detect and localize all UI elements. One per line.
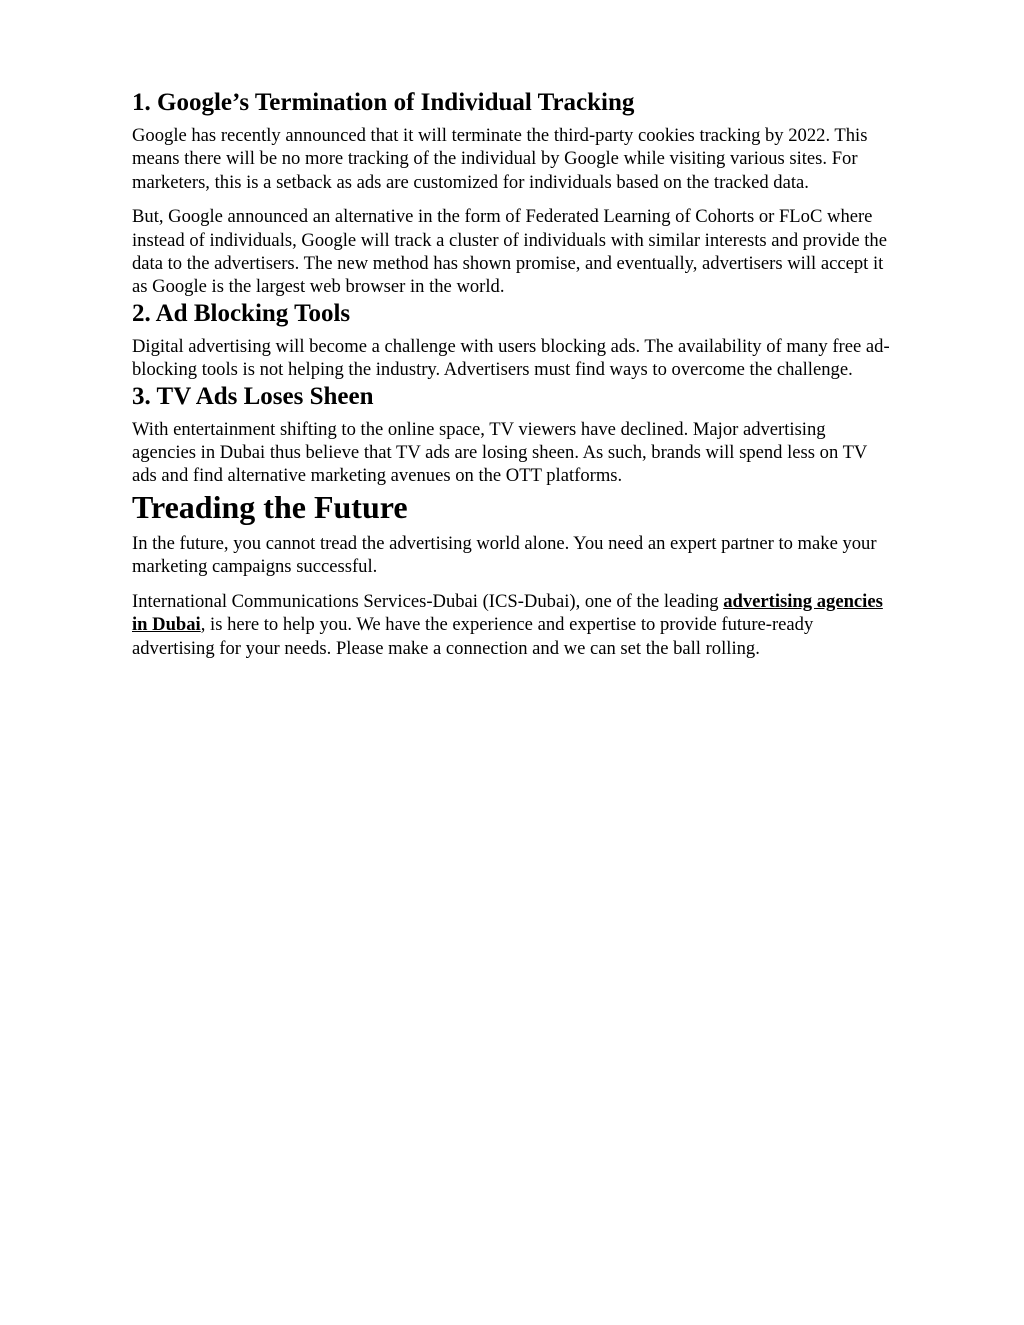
- main-heading: Treading the Future: [132, 488, 408, 525]
- section-google-tracking: [132, 88, 892, 299]
- advertising-agencies-link[interactable]: advertising agencies in Dubai: [132, 590, 883, 636]
- paragraph: With entertainment shifting to the online space, TV viewers have declined. Major advertising agencies in Dubai thus believe that TV ads are losing sheen. As such, brands will spend less on TV ads and find alternative marketing avenues on the OTT platforms.: [132, 418, 868, 487]
- paragraph-with-link: [132, 590, 892, 660]
- paragraph: But, Google announced an alternative in the form of Federated Learning of Cohorts or FLoC where instead of individuals, Google will track a cluster of individuals with similar interests and provide the data to the advertisers. The new method has shown promise, and eventually, advertisers will accept it as Google is the largest web browser in the world.: [132, 206, 887, 298]
- section-treading-future: [132, 488, 892, 660]
- paragraph: Digital advertising will become a challenge with users blocking ads. The availability of many free ad-blocking tools is not helping the industry. Advertisers must find ways to overcome the challenge.: [132, 335, 890, 381]
- paragraph-text-after-link: , is here to help you. We have the experience and expertise to provide future-ready advertising for your needs. Please make a connection and we can set the ball rolling.: [132, 614, 814, 659]
- section-ad-blocking: [132, 299, 892, 382]
- paragraph-text-before-link: International Communications Services-Dubai (ICS-Dubai), one of the leading: [132, 590, 724, 612]
- section-tv-ads: [132, 382, 892, 488]
- paragraph: In the future, you cannot tread the advertising world alone. You need an expert partner to make your marketing campaigns successful.: [132, 532, 877, 578]
- section-heading: 2. Ad Blocking Tools: [132, 299, 351, 327]
- section-heading: 3. TV Ads Loses Sheen: [132, 382, 374, 410]
- section-heading: 1. Google’s Termination of Individual Tracking: [132, 89, 635, 116]
- paragraph: Google has recently announced that it will terminate the third-party cookies tracking by 2022. This means there will be no more tracking of the individual by Google while visiting various sites. For marketers, this is a setback as ads are customized for individuals based on the tracked data.: [132, 125, 868, 193]
- document-page: [132, 88, 892, 671]
